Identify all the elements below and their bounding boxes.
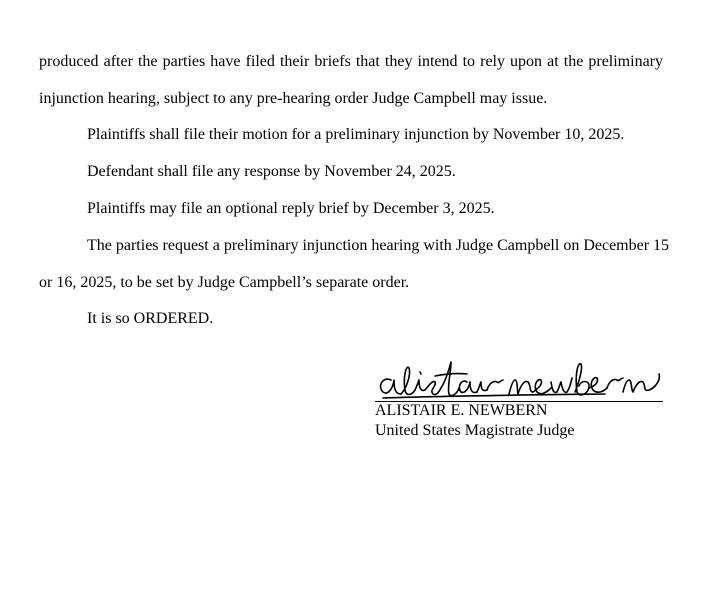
paragraph-1-line-1: produced after the parties have filed their briefs that they intend to rely upon at the preliminary	[39, 53, 663, 70]
paragraph-hearing-line-2: or 16, 2025, to be set by Judge Campbell’s separate order.	[39, 274, 410, 291]
paragraph-1-line-2: injunction hearing, subject to any pre-hearing order Judge Campbell may issue.	[39, 90, 548, 107]
paragraph-response-deadline: Defendant shall file any response by November 24, 2025.	[87, 163, 456, 180]
paragraph-motion-deadline: Plaintiffs shall file their motion for a preliminary injunction by November 10, 2025.	[87, 126, 625, 143]
paragraph-ordered: It is so ORDERED.	[87, 310, 214, 327]
signer-title: United States Magistrate Judge	[375, 422, 575, 439]
paragraph-reply-deadline: Plaintiffs may file an optional reply brief by December 3, 2025.	[87, 200, 495, 217]
paragraph-hearing-line-1: The parties request a preliminary injunction hearing with Judge Campbell on December 15	[87, 237, 670, 254]
signer-name: ALISTAIR E. NEWBERN	[375, 402, 548, 419]
